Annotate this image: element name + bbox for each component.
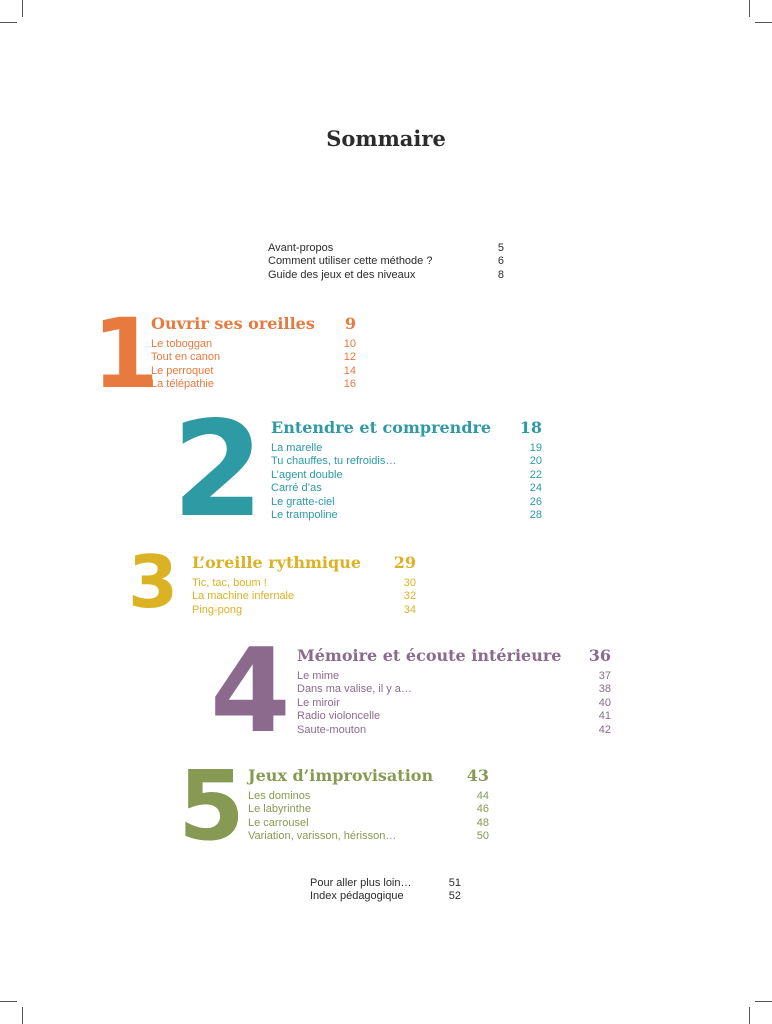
- toc-entry[interactable]: [271, 468, 542, 482]
- toc-entry[interactable]: [268, 268, 504, 282]
- toc-entry[interactable]: [297, 723, 611, 737]
- toc-entry[interactable]: [248, 803, 489, 816]
- toc-entry[interactable]: [271, 495, 542, 509]
- page-title: Sommaire: [326, 126, 446, 151]
- crop-mark: [749, 0, 750, 17]
- section-title[interactable]: Ouvrir ses oreilles: [151, 314, 315, 333]
- toc-entry-page: 51: [448, 877, 461, 889]
- toc-entry[interactable]: [192, 590, 416, 603]
- toc-entry-label: Radio violoncelle: [297, 710, 381, 723]
- toc-entry-label: Carré d’as: [271, 482, 322, 495]
- toc-entry-page: 34: [403, 603, 416, 616]
- section-number: 1: [92, 298, 155, 410]
- toc-entry-label: Le labyrinthe: [248, 803, 311, 816]
- toc-entry-page: 8: [497, 268, 504, 281]
- toc-entry-label: Guide des jeux et des niveaux: [268, 268, 416, 281]
- toc-entry-page: 5: [497, 242, 504, 254]
- section-title[interactable]: Mémoire et écoute intérieure: [297, 646, 562, 665]
- toc-entry-label: Ping-pong: [192, 603, 243, 616]
- toc-entry-label: Saute-mouton: [297, 723, 367, 736]
- toc-entry-page: 48: [476, 816, 489, 829]
- toc-entry-label: Le miroir: [297, 696, 340, 709]
- crop-mark: [749, 1007, 750, 1024]
- toc-entry-page: 6: [497, 255, 504, 268]
- toc-entry[interactable]: [268, 255, 504, 268]
- section-page: 29: [393, 553, 416, 572]
- toc-entry[interactable]: [271, 442, 542, 455]
- toc-entry[interactable]: [297, 696, 611, 710]
- crop-mark: [755, 22, 772, 23]
- toc-entry[interactable]: [271, 509, 542, 522]
- toc-entry[interactable]: [248, 816, 489, 830]
- toc-entry-label: Le gratte-ciel: [271, 495, 335, 508]
- toc-entry-page: 20: [529, 455, 542, 468]
- section-page: 9: [344, 314, 356, 333]
- toc-entry-page: 28: [529, 509, 542, 521]
- crop-mark: [0, 1001, 17, 1002]
- toc-entry-label: Dans ma valise, il y a…: [297, 683, 412, 696]
- toc-entry-page: 52: [448, 890, 461, 903]
- section-number: 3: [128, 540, 175, 624]
- toc-entry-label: Variation, varisson, hérisson…: [248, 830, 397, 843]
- toc-entry[interactable]: [297, 670, 611, 683]
- toc-entry-page: 50: [476, 830, 489, 843]
- toc-entry-page: 24: [529, 482, 542, 495]
- toc-entry-label: L’agent double: [271, 468, 343, 481]
- toc-entry-label: Comment utiliser cette méthode ?: [268, 255, 433, 268]
- section-number: 4: [210, 624, 287, 759]
- toc-entry[interactable]: [151, 338, 356, 351]
- toc-entry[interactable]: [271, 455, 542, 468]
- toc-entry[interactable]: [151, 378, 356, 391]
- toc-entry-page: 19: [529, 442, 542, 454]
- toc-entry-page: 14: [343, 364, 356, 377]
- toc-entry-page: 44: [476, 790, 489, 802]
- toc-entry-label: La télépathie: [151, 378, 214, 391]
- section-page: 36: [588, 646, 611, 665]
- section-title[interactable]: L’oreille rythmique: [192, 553, 362, 572]
- toc-entry-page: 42: [598, 723, 611, 736]
- toc-entry-page: 38: [598, 683, 611, 696]
- toc-entry-page: 46: [476, 803, 489, 816]
- toc-entry-page: 22: [529, 468, 542, 481]
- crop-mark: [22, 1007, 23, 1024]
- toc-entry-label: Index pédagogique: [310, 890, 404, 903]
- toc-entry[interactable]: [297, 710, 611, 723]
- toc-entry-page: 10: [343, 338, 356, 350]
- toc-entry-label: La machine infernale: [192, 590, 295, 603]
- toc-entry-page: 16: [343, 378, 356, 391]
- toc-entry[interactable]: [271, 482, 542, 495]
- toc-entry-label: La marelle: [271, 442, 323, 454]
- toc-entry-page: 41: [598, 710, 611, 723]
- toc-entry-page: 40: [598, 696, 611, 709]
- toc-entry[interactable]: [248, 830, 489, 843]
- toc-entry-label: Le trampoline: [271, 509, 338, 521]
- toc-entry-label: Pour aller plus loin…: [310, 877, 412, 889]
- toc-entry[interactable]: [268, 242, 504, 255]
- section-number: 5: [178, 750, 241, 862]
- toc-entry[interactable]: [297, 683, 611, 696]
- toc-entry[interactable]: [310, 877, 461, 890]
- toc-entry[interactable]: [310, 890, 461, 903]
- toc-entry-label: Tu chauffes, tu refroidis…: [271, 455, 397, 468]
- toc-entry-label: Tout en canon: [151, 351, 221, 364]
- toc-entry-label: Avant-propos: [268, 242, 334, 254]
- section-number: 2: [172, 393, 260, 547]
- section-page: 18: [519, 418, 542, 437]
- toc-entry-label: Le mime: [297, 670, 340, 682]
- toc-entry-page: 37: [598, 670, 611, 682]
- toc-entry-label: Le toboggan: [151, 338, 213, 350]
- toc-entry-label: Le perroquet: [151, 364, 214, 377]
- toc-entry-page: 32: [403, 590, 416, 603]
- crop-mark: [0, 22, 17, 23]
- section-page: 43: [466, 766, 489, 785]
- toc-entry[interactable]: [192, 603, 416, 617]
- section-title[interactable]: Entendre et comprendre: [271, 418, 492, 437]
- toc-entry[interactable]: [151, 351, 356, 364]
- toc-entry[interactable]: [192, 577, 416, 590]
- crop-mark: [755, 1001, 772, 1002]
- toc-entry[interactable]: [151, 364, 356, 378]
- toc-entry-page: 12: [343, 351, 356, 364]
- toc-entry-label: Les dominos: [248, 790, 311, 802]
- crop-mark: [22, 0, 23, 17]
- toc-entry-page: 26: [529, 495, 542, 508]
- toc-entry[interactable]: [248, 790, 489, 803]
- toc-entry-label: Tic, tac, boum !: [192, 577, 267, 589]
- toc-entry-page: 30: [403, 577, 416, 589]
- section-title[interactable]: Jeux d’improvisation: [248, 766, 434, 785]
- toc-entry-label: Le carrousel: [248, 816, 309, 829]
